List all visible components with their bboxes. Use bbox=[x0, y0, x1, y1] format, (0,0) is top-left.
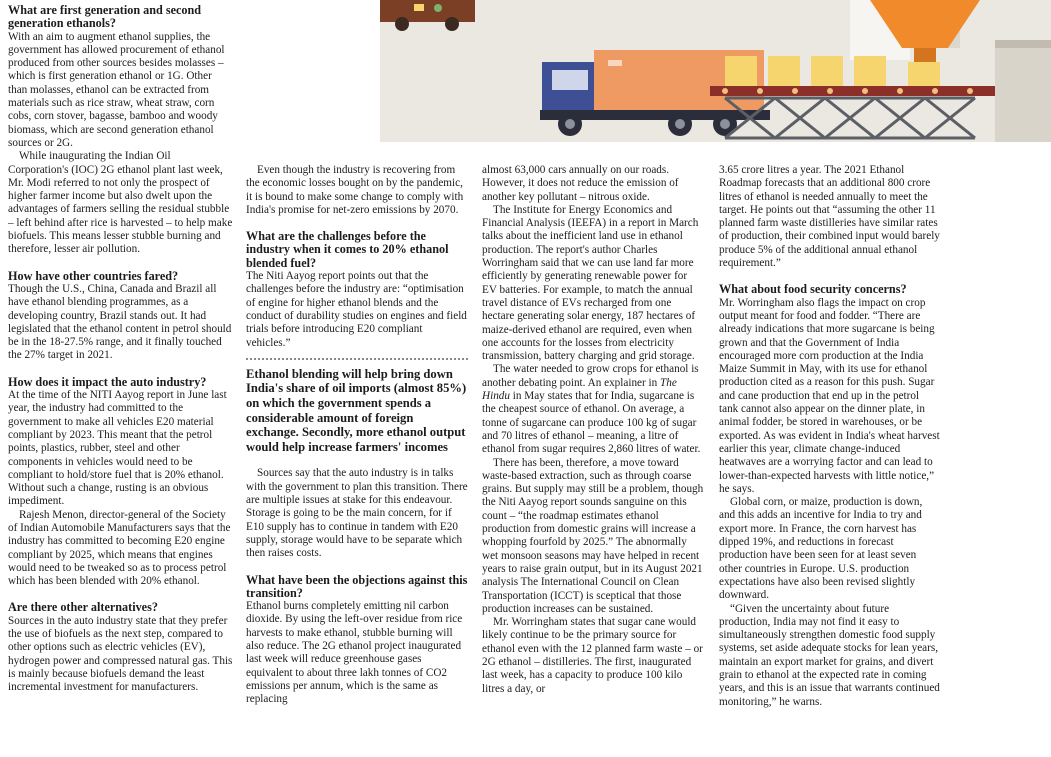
cart-wheel-right bbox=[445, 17, 459, 31]
paragraph: At the time of the NITI Aayog report in June last year, the industry had committed to the government to make all vehicles E20 material compliant by 2023. This meant that the petrol points, plastics, rubber, steel and other components in vehicles would need to be compliant to hold/store fuel that is 20% ethanol. Without such a change, rusting is an obvious impediment. bbox=[8, 389, 227, 508]
barrel bbox=[908, 62, 940, 88]
text-run: The water needed to grow crops for ethanol is another debating point. An explainer in bbox=[482, 363, 699, 389]
heading-challenges: What are the challenges before the industry when it comes to 20% ethanol blended fuel? bbox=[246, 229, 449, 270]
conveyor-belt bbox=[710, 86, 1010, 96]
paragraph: Rajesh Menon, director-general of the Society of Indian Automobile Manufacturers says that the industry has committed to becoming E20 engine compliant by 2025, which means that engines would need to be tweaked so as to process petrol which has been blended with 20% ethanol. bbox=[8, 508, 231, 588]
heading-first-second-generation: What are first generation and second generation ethanols? bbox=[8, 3, 202, 31]
paragraph: Mr. Worringham states that sugar cane would likely continue to be the primary source for ethanol even with the 12 planned farm waste – or 2G ethanol – distilleries. The first, inaugurated last week, has a capacity to produce 100 kilo litres a day, or bbox=[482, 616, 703, 695]
column-1 bbox=[8, 4, 233, 695]
cart-produce bbox=[434, 4, 442, 12]
paragraph: Though the U.S., China, Canada and Brazil all have ethanol blending programmes, as a developing country, Brazil stands out. It had legislated that the ethanol content in petrol should be in the 18-27.5% range, and it finally touched the 27% target in 2021. bbox=[8, 282, 232, 362]
heading-food-security: What about food security concerns? bbox=[719, 282, 907, 297]
truck-hubcap-front bbox=[565, 119, 575, 129]
conveyor-roller bbox=[967, 88, 973, 94]
heading-other-countries: How have other countries fared? bbox=[8, 268, 179, 283]
truck-window bbox=[552, 70, 588, 90]
conveyor-roller bbox=[862, 88, 868, 94]
ethanol-production-illustration bbox=[380, 0, 1051, 142]
paragraph: Ethanol burns completely emitting nil carbon dioxide. By using the left-over residue from rice harvests to make ethanol, stubble burning will also reduce. The 2G ethanol project inaugurated last week will reduce greenhouse gases equivalent to about three lakh tonnes of CO2 emissions per annum, which is the same as replacing bbox=[246, 600, 463, 706]
conveyor-roller bbox=[897, 88, 903, 94]
paragraph: With an aim to augment ethanol supplies, the government has allowed procurement of ethanol produced from other sources besides molasses – which is first generation ethanol or 1G. Other than molasses, ethanol can be extracted from materials such as rice straw, wheat straw, corn cobs, corn stover, bagasse, bamboo and woody biomass, which are second generation ethanol sources or 2G. bbox=[8, 30, 225, 149]
conveyor-roller bbox=[827, 88, 833, 94]
pull-quote: Ethanol blending will help bring down India's share of oil imports (almost 85%) on which the government spends a considerable amount of foreign exchange. Secondly, more ethanol output would help increase farmers' incomes bbox=[246, 358, 468, 455]
conveyor-roller bbox=[792, 88, 798, 94]
paragraph: The Institute for Energy Economics and Financial Analysis (IEEFA) in a report in March talks about the inefficient land use in ethanol production. The report's author Charles Worringham said that we can use land far more efficiently by generating renewable power for EV batteries. For example, to match the annual travel distance of EVs recharged from one hectare generating solar energy, 187 hectares of maize-derived ethanol are required, even when one accounts for the losses from electricity transmission, battery charging and grid storage. bbox=[482, 203, 699, 363]
cart-crate bbox=[414, 4, 424, 11]
paragraph: Global corn, or maize, production is down, and this adds an incentive for India to try and export more. In France, the corn harvest has dipped 19%, and reductions in forecast production have been seen for at least seven other countries in Europe. U.S. production expectations have also been revised slightly downward. bbox=[719, 496, 923, 602]
publication-name: The Hindu bbox=[482, 376, 677, 403]
barrel bbox=[768, 56, 800, 86]
paragraph: Sources in the auto industry state that they prefer the use of biofuels as the next step, compared to other options such as electric vehicles (EV), hydrogen power and compressed natural gas. This is mainly because biofuels demand the least incremental investment for manufacturers. bbox=[8, 614, 233, 694]
cart-body bbox=[380, 0, 475, 22]
paragraph: The Niti Aayog report points out that the challenges before the industry are: “optimisation of engine for higher ethanol blends and the conduct of durability studies on engines and field trials before introducing E20 compliant vehicles.” bbox=[246, 270, 467, 349]
conveyor-roller bbox=[757, 88, 763, 94]
paragraph: 3.65 crore litres a year. The 2021 Ethanol Roadmap forecasts that an additional 800 crore litres of ethanol is needed annually to meet the target. He points out that “assuming the other 11 planned farm waste distilleries have similar rates of production, their combined input would barely produce 5% of the additional annual ethanol requirement.” bbox=[719, 164, 940, 270]
paragraph: Even though the industry is recovering from the economic losses bought on by the pandemic, it is bound to make some change to comply with India's promise for net-zero emissions by 2070. bbox=[246, 164, 464, 216]
truck-hubcap-middle bbox=[675, 119, 685, 129]
barrel bbox=[725, 56, 757, 86]
paragraph bbox=[482, 363, 704, 456]
column-3 bbox=[482, 164, 704, 696]
barrel bbox=[811, 56, 843, 86]
storage-tank-cap bbox=[995, 40, 1051, 48]
text-run: in May states that for India, sugarcane is the cheapest source of ethanol. On average, a tonne of sugarcane can produce 100 kg of sugar and 70 litres of ethanol – meaning, a litre of ethanol from sugar requires 2,860 litres of water. bbox=[482, 390, 701, 456]
column-4 bbox=[719, 164, 941, 709]
conveyor-roller bbox=[722, 88, 728, 94]
paragraph: almost 63,000 cars annually on our roads. However, it does not reduce the emission of another key pollutant – nitrous oxide. bbox=[482, 164, 679, 203]
paragraph: There has been, therefore, a move toward waste-based extraction, such as through coarse grains. But supply may still be a problem, though the Niti Aayog report sounds sanguine on this count – “the roadmap estimates ethanol production from domestic grains will increase a whopping fourfold by 2025.” The abnormally wet monsoon seasons may have helped in recent years to raise grain output, but in its August 2021 analysis The International Council on Clean Transportation (ICCT) is sceptical that those production increases can be sustained. bbox=[482, 456, 704, 615]
column-2 bbox=[246, 164, 468, 706]
hopper-spout bbox=[914, 48, 936, 62]
storage-tank bbox=[995, 40, 1051, 142]
paragraph: “Given the uncertainty about future production, India may not find it easy to simultaneously strengthen domestic food supply systems, set aside adequate stocks for lean years, maintain an export market for grains, and divert grain to ethanol at the expected rate in coming years, and this is an issue that warrants continued monitoring,” he warns. bbox=[719, 602, 940, 708]
paragraph: While inaugurating the Indian Oil Corporation's (IOC) 2G ethanol plant last week, Mr. Modi referred to not only the prospect of higher farmer income but also dwelt upon the advantages of farmers selling the residual stubble – left behind after rice is harvested – to help make biofuels. This means lesser stubble burning and therefore, lesser air pollution. bbox=[8, 150, 233, 256]
heading-auto-industry: How does it impact the auto industry? bbox=[8, 374, 207, 389]
truck-hubcap-rear bbox=[720, 119, 730, 129]
barrel bbox=[854, 56, 886, 86]
paragraph: Sources say that the auto industry is in talks with the government to plan this transition. There are multiple issues at stake for this endeavour. Storage is going to be the main concern, for if E10 supply has to continue in tandem with E20 supply, storage would have to be separate which then raises costs. bbox=[246, 467, 468, 560]
cart-wheel-left bbox=[395, 17, 409, 31]
paragraph: Mr. Worringham also flags the impact on crop output meant for food and fodder. “There are already indications that more sugarcane is being grown and that the Government of India encouraged more corn production at the India Maize Summit in May, with its use for ethanol production cited as a reason for this push. Sugar and cane production that end up in the petrol tank cannot also appear on the dinner plate, in animal fodder, be stored in warehouses, or be exported. As was evident in India's wheat harvest earlier this year, climate change-induced heatwaves are a worrying factor and can lead to lower-than-expected harvests with little notice,” he says. bbox=[719, 296, 940, 495]
conveyor-roller bbox=[932, 88, 938, 94]
heading-objections: What have been the objections against this transition? bbox=[246, 572, 468, 600]
heading-alternatives: Are there other alternatives? bbox=[8, 600, 158, 615]
truck-cargo-stripe bbox=[608, 60, 622, 66]
